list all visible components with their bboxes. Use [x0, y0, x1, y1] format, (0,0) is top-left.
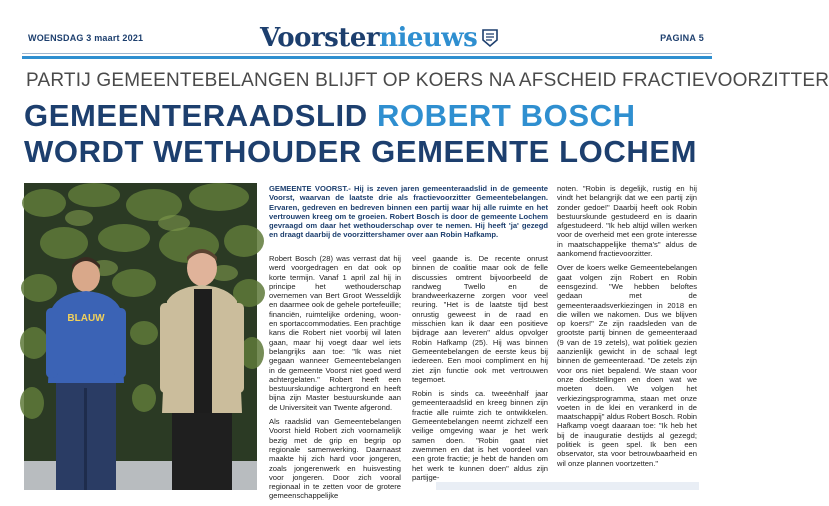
photo-illustration [24, 183, 257, 490]
article-column-1 [269, 254, 401, 506]
column-3-paragraph-1: noten. "Robin is degelijk, rustig en hij vindt het belangrijk dat we een partij zijn zonder gedoe!" Daarbij heeft ook Robin bestuurskunde gestudeerd en is daarin afgestudeerd. "Ik heb altijd willen werken voor de overheid met een grote interesse in maatschappelijke thema's" aldus de aankomend fractievoorzitter. [557, 184, 697, 259]
masthead [22, 22, 712, 54]
sweater-text: BLAUW [67, 313, 105, 324]
column-2-paragraph-1: veel gaande is. De recente onrust binnen de coalitie maar ook de felle discussies omtrent bijvoorbeeld de randweg Twello en de brandweerkazerne zorgen voor veel reuring. "Het is de laatste tijd best onrustig geweest in de raad en misschien kan ik daar een positieve bijdrage aan leveren" aldus opvolger Robin Hafkamp (25). Hij was binnen Gemeentebelangen de eerste keus bij iedereen. Een mooi compliment en hij ziet zijn functie ook met vertrouwen tegemoet. [412, 254, 548, 384]
article-column-2 [412, 254, 548, 487]
lead-paragraph: GEMEENTE VOORST.- Hij is zeven jaren gemeenteraadslid in de gemeente Voorst, waarvan de laatste drie als fractievoorzitter Gemeentebelangen. Ervaren, gedreven en bedreven binnen een partij waar hij alle ruimte en het vertrouwen kreeg om te groeien. Robert Bosch is door de gemeente Lochem gevraagd om daar het wethouderschap over te nemen. Hij heeft 'ja' gezegd en draagt daarbij de voorzittershamer over aan Robin Hafkamp. [269, 184, 548, 240]
column-1-paragraph-1: Robert Bosch (28) was verrast dat hij werd voorgedragen en dat ook op korte termijn. Vanaf 1 april zal hij in principe het wethouderschap overnemen van Bert Groot Wesseldijk en daarmee ook de gehele portefeuille; financiën, ruimtelijke ordening, woon- en sportaccommodaties. Een prachtige kans die Robert niet voorbij wil laten gaan, maar hij voegt daar wel iets belangrijks aan toe: "Ik was niet gegaan wanneer Gemeentebelangen in de gemeente Voorst niet goed werd achtergelaten." Robert heeft een bestuurskundige achtergrond en heeft bijna zijn Master bestuurskunde aan de Universiteit van Twente afgerond. [269, 254, 401, 412]
newspaper-logo[interactable] [260, 24, 499, 52]
article-column-3 [557, 184, 697, 473]
logo-emblem-icon [481, 28, 499, 48]
issue-date: WOENSDAG 3 maart 2021 [28, 33, 144, 43]
headline-name: ROBERT BOSCH [376, 98, 636, 133]
column-2-paragraph-2: Robin is sinds ca. tweeënhalf jaar gemeenteraadslid en kreeg binnen zijn fractie alle ruimte zich te ontwikkelen. Gemeentebelangen neemt zichzelf een veilige omgeving waar je het werk samen doen. "Robin gaat niet zwemmen en dat is het voordeel van een grote fractie; je hebt de handen om het werk te kunnen doen" aldus zijn partijge- [412, 389, 548, 482]
logo-part-1: Voorster [260, 23, 380, 53]
article-photo [24, 183, 257, 490]
next-article-box [436, 482, 699, 490]
logo-part-2: nieuws [379, 23, 478, 53]
headline-part-2: WORDT WETHOUDER GEMEENTE LOCHEM [24, 134, 698, 169]
column-1-paragraph-2: Als raadslid van Gemeentebelangen Voorst hield Robert zich voornamelijk bezig met de grip en begrip op regionale samenwerking. Daarnaast maakte hij zich hard voor jongeren, zoals jongerenwerk en huisvesting voor jongeren. Door zich vooral regionaal in te zetten voor de grotere gemeenschappelijke [269, 417, 401, 501]
page-number: PAGINA 5 [660, 33, 704, 43]
headline-part-1: GEMEENTERAADSLID [24, 98, 368, 133]
article-lead [269, 184, 548, 245]
masthead-rule [22, 56, 712, 59]
article-headline [24, 98, 714, 170]
column-3-paragraph-2: Over de koers welke Gemeentebelangen gaat volgen zijn Robert en Robin eensgezind. "We hebben beloftes gedaan met de gemeenteraadsverkiezingen in 2018 en die willen we nakomen. Dus we blijven op koers!" Ze zijn raadsleden van de grootste partij binnen de gemeenteraad (9 van de 19 zetels), wat politiek gezien aanzienlijk gewicht in de schaal legt binnen de gemeenteraad. "De zetels zijn voor ons niet bepalend. We staan voor onze doelstellingen en doen wat we moeten doen. We volgen het verkiezingsprogramma, staan met onze voeten in de klei en verankerd in de maatschappij" aldus Robert Bosch. Robin Hafkamp voegt daaraan toe: "Ik heb het bij de inauguratie destijds al gezegd; politiek is geen spel. Ik ben een observator, sta voor betrouwbaarheid en wil onze plannen voortzetten." [557, 263, 697, 468]
article-kicker: PARTIJ GEMEENTEBELANGEN BLIJFT OP KOERS NA AFSCHEID FRACTIEVOORZITTER [26, 70, 829, 91]
